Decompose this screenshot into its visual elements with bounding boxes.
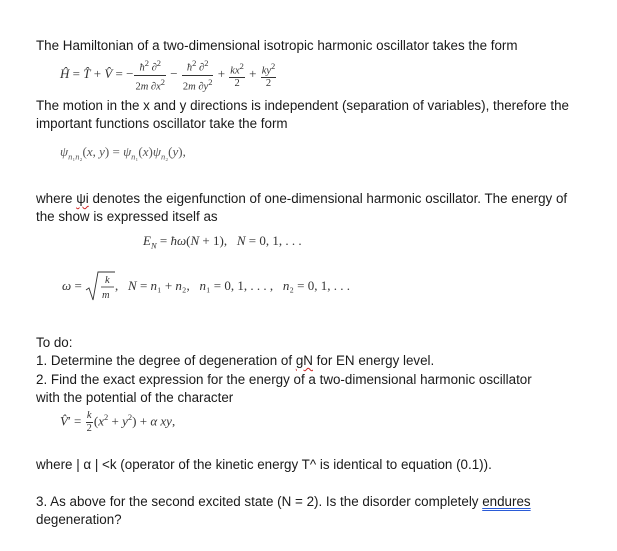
eigen-text-2: the show is expressed itself as — [36, 209, 218, 224]
endures-word: endures — [482, 494, 531, 509]
svg-text:k: k — [105, 275, 110, 286]
wavefunction-equation: $\psi_{n_1n_2}(x$, $y) = \psi_{n_1}(x)\psi_{n_2}(y)$, — [60, 144, 186, 162]
omega-definition: ω = k m , N = n₁ + n₂, n₁ = 0, 1, . . . , n₂ = 0, 1, . . . — [62, 270, 350, 304]
intro-text: The Hamiltonian of a two-dimensional isotropic harmonic oscillator takes the form — [36, 38, 518, 53]
task-2-line-2: with the potential of the character — [36, 390, 234, 405]
separation-text-2: important functions oscillator take the form — [36, 116, 288, 131]
psi-i-symbol: ψi — [76, 191, 89, 206]
hamiltonian-equation: Ĥ = T̂ + V̂ = − $\frac{ħ^2 \partial^2}{2m \partial x^2}$ − $\frac{ħ^2 \partial^2}{2m \partial y^2}$ + $\frac{kx^2}{2}$ + $\frac{ky^2}{2}$ — [60, 58, 276, 92]
task-1: 1. Determine the degree of degeneration of gN for EN energy level. — [36, 353, 435, 368]
todo-heading: To do: — [36, 335, 73, 350]
separation-text-1: The motion in the x and y directions is independent (separation of variables), therefore the — [36, 98, 569, 113]
gn-term: gN — [295, 353, 313, 368]
task-2-line-1: 2. Find the exact expression for the energy of a two-dimensional harmonic oscillator — [36, 372, 532, 387]
potential-equation: V̂′ = $\frac{k}{2}$ $(x^2 + y^2) + \alpha$ xy, — [60, 410, 176, 434]
task-3-line-1: 3. As above for the second excited state (N = 2). Is the disorder completely endures — [36, 494, 531, 509]
eigen-text-1: where ψi denotes the eigenfunction of one-dimensional harmonic oscillator. The energy of — [36, 191, 568, 206]
svg-text:m: m — [102, 290, 110, 301]
task-3-line-2: degeneration? — [36, 512, 122, 527]
energy-equation: $E_N$ = ħω(N + 1), N = 0, 1, . . . — [143, 233, 302, 251]
condition-text: where | α | <k (operator of the kinetic energy T^ is identical to equation (0.1)). — [36, 457, 492, 472]
